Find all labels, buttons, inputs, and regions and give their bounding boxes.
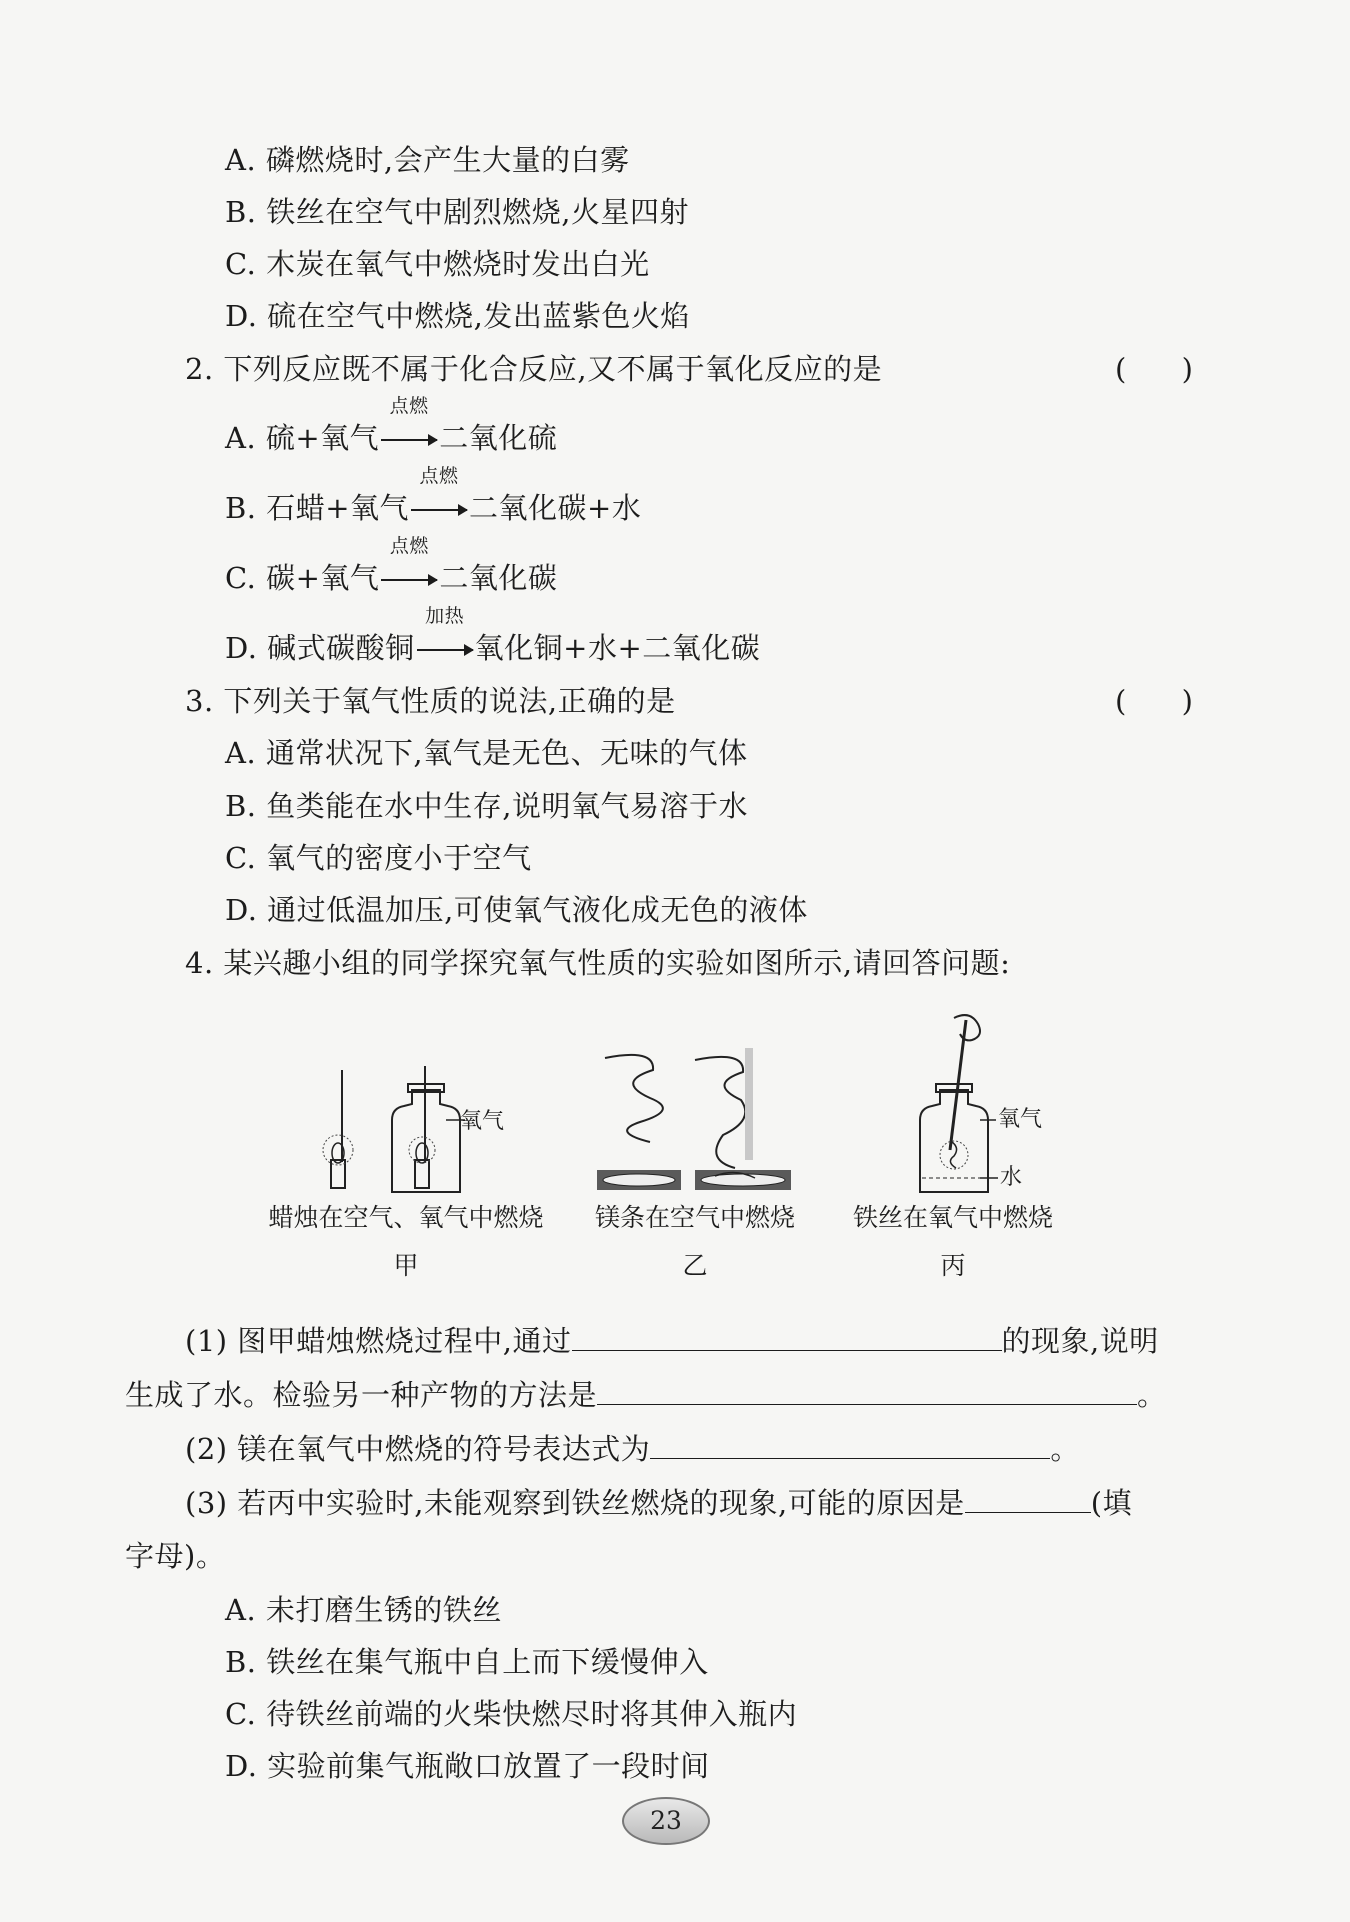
q3-option-d: D. 通过低温加压,可使氧气液化成无色的液体 [225,893,808,927]
q3-option-a: A. 通常状况下,氧气是无色、无味的气体 [225,736,748,770]
reaction-condition: 加热 [425,605,465,627]
q4-sub3-line1 [185,1482,1132,1523]
answer-blank[interactable] [572,1320,1002,1351]
q1-option-b: B. 铁丝在空气中剧烈燃烧,火星四射 [225,195,689,229]
reactants: A. 硫+氧气 [225,421,380,455]
magnesium-ribbon-diagram [595,1010,795,1195]
products: 二氧化碳 [439,561,558,595]
iron-wire-diagram [880,1010,1080,1195]
reactants: C. 碳+氧气 [225,561,380,595]
reaction-arrow [417,605,473,668]
q4-option-b: B. 铁丝在集气瓶中自上而下缓慢伸入 [225,1645,709,1679]
q1-option-d: D. 硫在空气中燃烧,发出蓝紫色火焰 [225,299,690,333]
figure-yi [594,1010,895,1280]
figure-bing [852,1010,1180,1280]
q4-sub3-line2: 字母)。 [125,1539,226,1573]
arrow-icon [411,509,467,511]
products: 二氧化硫 [439,421,558,455]
oxygen-label: 氧气 [460,1109,505,1134]
q4-sub1-text-c: 生成了水。检验另一种产物的方法是 [125,1378,598,1412]
q2-option-b [225,465,642,528]
q4-option-a: A. 未打磨生锈的铁丝 [225,1593,502,1627]
reactants: B. 石蜡+氧气 [225,491,410,525]
q4-sub2-text: (2) 镁在氧气中燃烧的符号表达式为 [185,1432,651,1466]
q4-option-c: C. 待铁丝前端的火柴快燃尽时将其伸入瓶内 [225,1697,798,1731]
q2-option-a [225,395,558,458]
figure-yi-label: 乙 [682,1251,708,1280]
figure-bing-caption: 铁丝在氧气中燃烧 [852,1203,1053,1232]
reactants: D. 碱式碳酸铜 [225,631,415,665]
answer-blank[interactable] [965,1482,1091,1513]
figure-bing-label: 丙 [940,1251,966,1280]
period: 。 [1137,1378,1167,1412]
page-number: 23 [622,1797,710,1845]
q3-answer-paren: ( ) [1115,684,1193,718]
figure-jia-caption: 蜡烛在空气、氧气中燃烧 [268,1203,544,1232]
reaction-condition: 点燃 [419,465,459,487]
reaction-condition: 点燃 [389,395,429,417]
candle-apparatus-diagram [260,1010,560,1195]
products: 氧化铜+水+二氧化碳 [474,631,761,665]
q2-answer-paren: ( ) [1115,352,1193,386]
figure-jia [260,1010,560,1280]
q4-option-d: D. 实验前集气瓶敞口放置了一段时间 [225,1749,710,1783]
water-label: 水 [1000,1165,1023,1190]
reaction-arrow [381,395,437,458]
q1-option-c: C. 木炭在氧气中燃烧时发出白光 [225,247,650,281]
figure-yi-caption: 镁条在空气中燃烧 [594,1203,795,1232]
q4-sub1-line2 [125,1374,1167,1415]
reaction-condition: 点燃 [389,535,429,557]
q2-stem: 2. 下列反应既不属于化合反应,又不属于氧化反应的是 [185,352,883,386]
q4-stem: 4. 某兴趣小组的同学探究氧气性质的实验如图所示,请回答问题: [185,946,1011,980]
q2-option-d [225,605,761,668]
q4-sub1-line1 [185,1320,1159,1361]
q4-sub1-text-b: 的现象,说明 [1001,1324,1159,1358]
reaction-arrow [381,535,437,598]
arrow-icon [381,439,437,441]
oxygen-label: 氧气 [998,1107,1043,1132]
arrow-icon [417,649,473,651]
period: 。 [1050,1432,1080,1466]
answer-blank[interactable] [597,1374,1137,1405]
q2-option-c [225,535,558,598]
answer-blank[interactable] [650,1428,1050,1459]
products: 二氧化碳+水 [469,491,642,525]
reaction-arrow [411,465,467,528]
figure-jia-label: 甲 [393,1251,419,1280]
q3-option-c: C. 氧气的密度小于空气 [225,841,532,875]
experiment-figures [260,1010,1140,1300]
q4-sub3-text: (3) 若丙中实验时,未能观察到铁丝燃烧的现象,可能的原因是 [185,1486,965,1520]
q1-option-a: A. 磷燃烧时,会产生大量的白雾 [225,143,630,177]
q4-sub2 [185,1428,1080,1469]
q4-sub1-text: (1) 图甲蜡烛燃烧过程中,通过 [185,1324,572,1358]
arrow-icon [381,579,437,581]
q3-option-b: B. 鱼类能在水中生存,说明氧气易溶于水 [225,789,748,823]
q3-stem: 3. 下列关于氧气性质的说法,正确的是 [185,684,676,718]
q4-sub3-text-b: (填 [1090,1486,1133,1520]
